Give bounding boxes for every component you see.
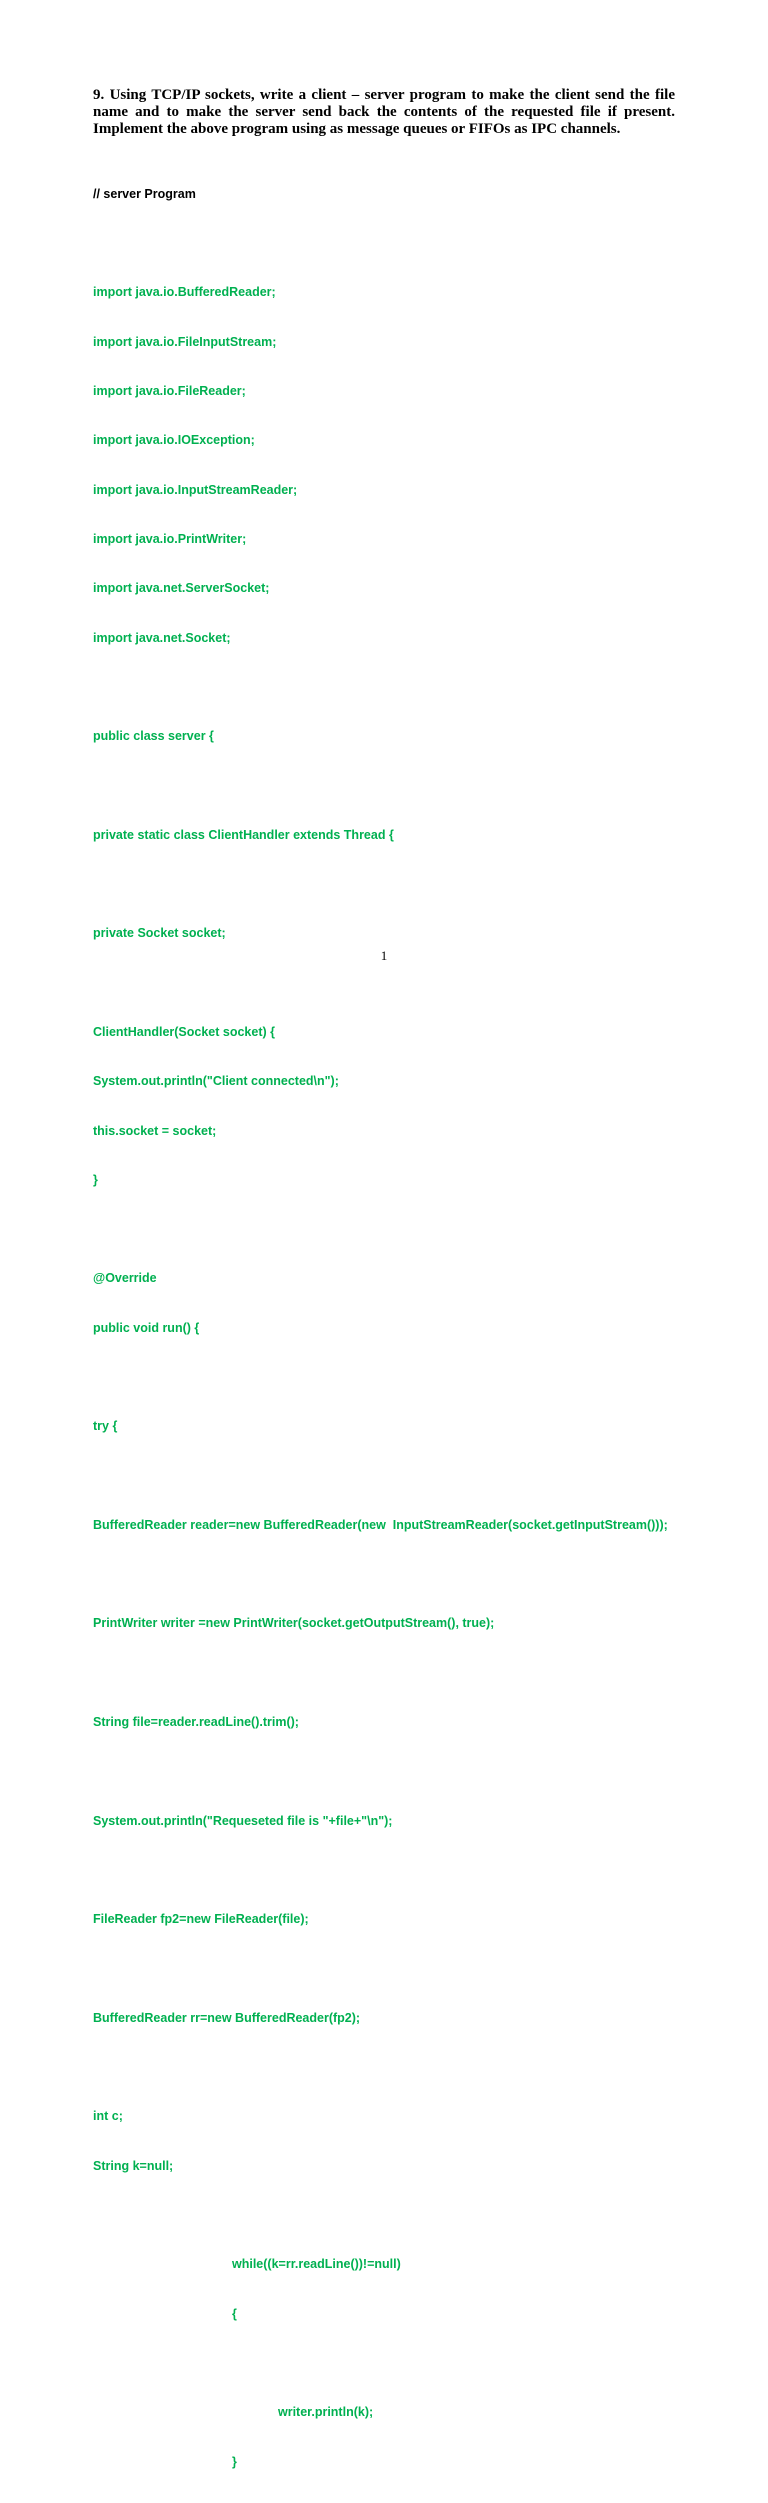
code-comment: // server Program xyxy=(93,186,196,201)
code-line: String file=reader.readLine().trim(); xyxy=(93,1715,299,1730)
code-line: } xyxy=(232,2454,237,2469)
code-line: import java.net.ServerSocket; xyxy=(93,581,270,596)
question-heading: 9. Using TCP/IP sockets, write a client – server program to make the client send the file name and to make the server send back the contents of the requested file if present. Implement the above program using as message queues or FIFOs as IPC channels. xyxy=(93,87,675,137)
code-line: import java.io.IOException; xyxy=(93,433,255,448)
code-line: import java.net.Socket; xyxy=(93,630,231,645)
code-line xyxy=(93,679,733,695)
code-line xyxy=(93,1369,733,1385)
code-line: try { xyxy=(93,1419,118,1434)
code-line xyxy=(93,235,733,251)
code-line: import java.io.BufferedReader; xyxy=(93,285,276,300)
code-line xyxy=(93,2059,733,2075)
code-line: { xyxy=(232,2306,237,2321)
code-line: String k=null; xyxy=(93,2158,174,2173)
code-line: private Socket socket; xyxy=(93,926,226,941)
code-line xyxy=(93,1566,733,1582)
code-line: import java.io.FileReader; xyxy=(93,384,246,399)
code-line: import java.io.PrintWriter; xyxy=(93,531,247,546)
code-line xyxy=(93,975,733,991)
code-line: FileReader fp2=new FileReader(file); xyxy=(93,1912,309,1927)
code-line: private static class ClientHandler extends Thread { xyxy=(93,827,394,842)
code-listing xyxy=(93,153,733,2503)
code-line xyxy=(93,2355,733,2371)
code-line xyxy=(93,1763,733,1779)
code-line: ClientHandler(Socket socket) { xyxy=(93,1024,275,1039)
code-line: import java.io.FileInputStream; xyxy=(93,334,277,349)
code-line xyxy=(93,876,733,892)
code-line: System.out.println("Client connected\n"); xyxy=(93,1074,339,1089)
code-line xyxy=(93,1665,733,1681)
code-line: @Override xyxy=(93,1271,157,1286)
page-number: 1 xyxy=(380,948,388,963)
code-line: public class server { xyxy=(93,729,214,744)
code-line: BufferedReader reader=new BufferedReader(new InputStreamReader(socket.getInputStream())); xyxy=(93,1517,668,1532)
code-line: this.socket = socket; xyxy=(93,1123,217,1138)
code-line: import java.io.InputStreamReader; xyxy=(93,482,298,497)
code-line: } xyxy=(93,1172,98,1187)
code-line xyxy=(93,2207,733,2223)
code-line: public void run() { xyxy=(93,1320,200,1335)
code-line: System.out.println("Requeseted file is "+file+"\n"); xyxy=(93,1813,393,1828)
code-line: BufferedReader rr=new BufferedReader(fp2); xyxy=(93,2010,361,2025)
code-line: writer.println(k); xyxy=(278,2405,374,2420)
code-line xyxy=(93,1862,733,1878)
code-line xyxy=(93,1221,733,1237)
code-line: PrintWriter writer =new PrintWriter(socket.getOutputStream(), true); xyxy=(93,1616,495,1631)
code-line xyxy=(93,1961,733,1977)
code-line xyxy=(93,1468,733,1484)
code-line xyxy=(93,777,733,793)
code-line: int c; xyxy=(93,2109,123,2124)
code-line: while((k=rr.readLine())!=null) xyxy=(232,2257,401,2272)
